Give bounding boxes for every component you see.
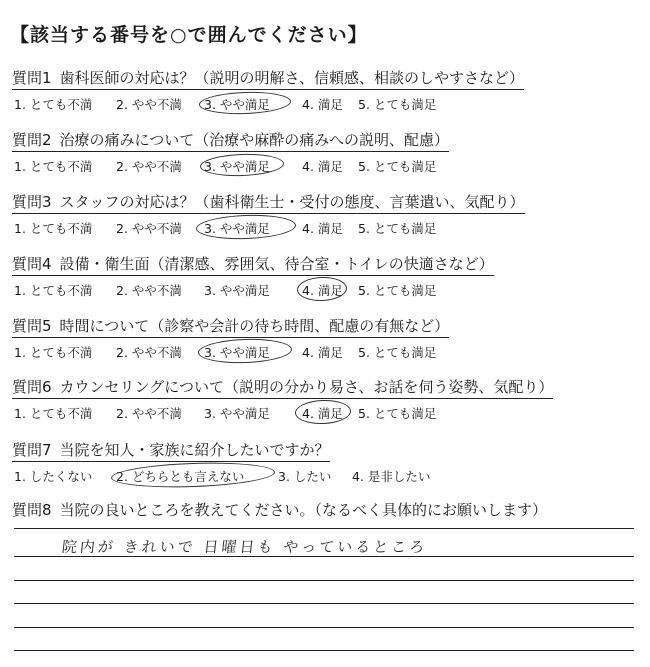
question-text: 当院を知人・家族に紹介したいですか？ [59, 441, 330, 459]
question-number: 質問2 [12, 131, 52, 149]
question-number: 質問7 [12, 441, 52, 459]
option-1[interactable]: 1. とても不満 [14, 221, 93, 236]
option-1[interactable]: 1. とても不満 [14, 406, 93, 421]
option-5[interactable]: 5. とても満足 [358, 406, 437, 421]
option-1[interactable]: 1. とても不満 [14, 159, 93, 174]
answer-line [14, 528, 634, 529]
option-3[interactable]: 3. やや満足 [204, 345, 270, 360]
option-4[interactable]: 4. 満足 [302, 97, 343, 112]
question-number: 質問6 [12, 378, 52, 396]
question-6 [12, 377, 632, 423]
option-3[interactable]: 3. したい [278, 469, 332, 484]
question-3-options [12, 216, 632, 238]
question-7 [12, 440, 632, 486]
option-4[interactable]: 4. 満足 [302, 406, 343, 421]
option-5[interactable]: 5. とても満足 [358, 221, 437, 236]
question-text: 治療の痛みについて（治療や麻酔の痛みへの説明、配慮） [59, 131, 449, 149]
question-3-heading [12, 192, 525, 214]
question-5-options [12, 340, 632, 362]
option-4[interactable]: 4. 満足 [302, 159, 343, 174]
question-4 [12, 254, 632, 300]
question-text: 時間について（診察や会計の待ち時間、配慮の有無など） [59, 317, 450, 335]
option-5[interactable]: 5. とても満足 [358, 159, 437, 174]
question-number: 質問3 [12, 193, 52, 211]
question-5 [12, 316, 632, 362]
question-3 [12, 192, 632, 238]
selection-circle [198, 337, 293, 364]
question-text: 歯科医師の対応は？（説明の明解さ、信頼感、相談のしやすさなど） [59, 69, 524, 87]
option-2[interactable]: 2. やや不満 [116, 283, 182, 298]
option-1[interactable]: 1. とても不満 [14, 283, 93, 298]
option-5[interactable]: 5. とても満足 [358, 345, 437, 360]
option-2[interactable]: 2. やや不満 [116, 345, 182, 360]
question-text: 設備・衛生面（清潔感、雰囲気、待合室・トイレの快適さなど） [59, 255, 494, 273]
selection-circle [196, 213, 297, 240]
option-5[interactable]: 5. とても満足 [358, 97, 437, 112]
question-number: 質問1 [12, 69, 52, 87]
option-2[interactable]: 2. やや不満 [116, 406, 182, 421]
question-8-heading [12, 500, 632, 520]
question-7-options [12, 464, 632, 486]
option-4[interactable]: 4. 是非したい [352, 469, 431, 484]
option-3[interactable]: 3. やや満足 [204, 97, 270, 112]
option-4[interactable]: 4. 満足 [302, 221, 343, 236]
option-1[interactable]: 1. とても不満 [14, 97, 93, 112]
page-title: 【該当する番号を○で囲んでください】 [10, 24, 368, 46]
option-3[interactable]: 3. やや満足 [204, 159, 270, 174]
question-8 [12, 500, 632, 520]
question-2-heading [12, 130, 449, 152]
option-5[interactable]: 5. とても満足 [358, 283, 437, 298]
question-6-heading [12, 377, 553, 399]
option-2[interactable]: 2. やや不満 [116, 159, 182, 174]
question-text: 当院の良いところを教えてください。（なるべく具体的にお願いします） [59, 501, 548, 519]
question-1-options [12, 92, 632, 114]
question-2 [12, 130, 632, 176]
answer-line [14, 650, 634, 651]
answer-line [14, 627, 634, 628]
question-7-heading [12, 440, 330, 462]
question-6-options [12, 401, 632, 423]
question-1-heading [12, 68, 524, 90]
question-number: 質問8 [12, 501, 52, 519]
question-2-options [12, 154, 632, 176]
selection-circle [111, 460, 276, 490]
option-2[interactable]: 2. どちらとも言えない [116, 469, 245, 484]
question-text: カウンセリングについて（説明の分かり易さ、お話を伺う姿勢、気配り） [59, 378, 554, 396]
option-3[interactable]: 3. やや満足 [204, 406, 270, 421]
question-text: スタッフの対応は？（歯科衛生士・受付の態度、言葉遣い、気配り） [59, 193, 525, 211]
option-4[interactable]: 4. 満足 [302, 283, 343, 298]
option-3[interactable]: 3. やや満足 [204, 283, 270, 298]
question-number: 質問5 [12, 317, 52, 335]
question-number: 質問4 [12, 255, 52, 273]
question-5-heading [12, 316, 449, 338]
answer-line [14, 603, 634, 604]
option-1[interactable]: 1. したくない [14, 469, 93, 484]
answer-line [14, 580, 634, 581]
option-2[interactable]: 2. やや不満 [116, 221, 182, 236]
question-1 [12, 68, 632, 114]
option-3[interactable]: 3. やや満足 [204, 221, 270, 236]
option-4[interactable]: 4. 満足 [302, 345, 343, 360]
option-1[interactable]: 1. とても不満 [14, 345, 93, 360]
handwritten-answer: 院内が きれいで 日曜日も やっているところ [61, 538, 429, 556]
question-4-heading [12, 254, 494, 276]
question-4-options [12, 278, 632, 300]
option-2[interactable]: 2. やや不満 [116, 97, 182, 112]
